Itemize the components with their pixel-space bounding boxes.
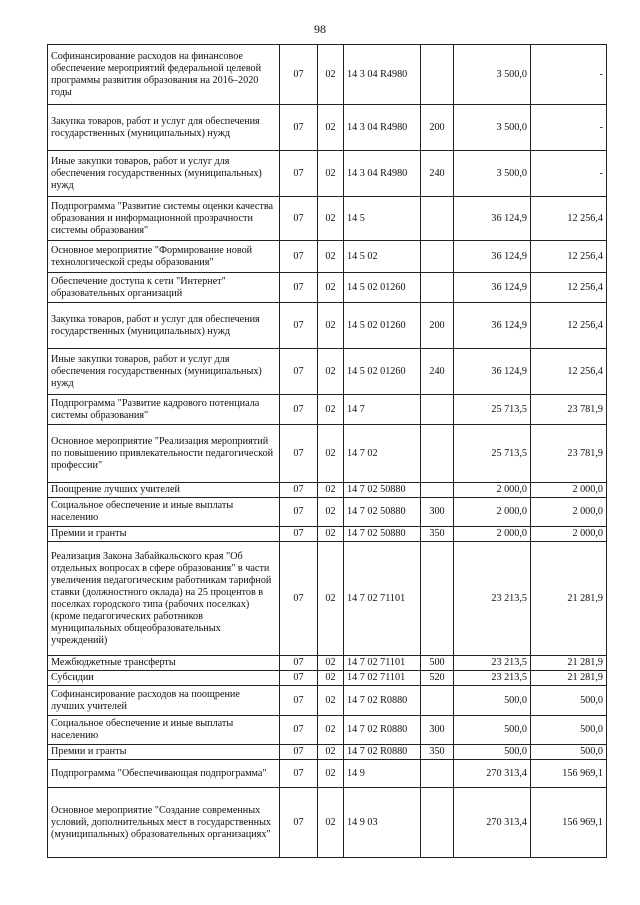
section-code-cell: 07 (280, 716, 318, 745)
amount-2-cell: 23 781,9 (531, 395, 607, 425)
amount-1-cell: 36 124,9 (454, 241, 531, 273)
target-article-cell: 14 7 02 71101 (344, 656, 421, 671)
subsection-code-cell: 02 (318, 395, 344, 425)
row-name-cell: Премии и гранты (48, 527, 280, 542)
section-code-cell: 07 (280, 542, 318, 656)
target-article-cell: 14 3 04 R4980 (344, 45, 421, 105)
section-code-cell: 07 (280, 745, 318, 760)
target-article-cell: 14 9 (344, 760, 421, 788)
row-name-cell: Межбюджетные трансферты (48, 656, 280, 671)
target-article-cell: 14 7 02 50880 (344, 483, 421, 498)
subsection-code-cell: 02 (318, 542, 344, 656)
row-name-cell: Основное мероприятие "Формирование новой технологической среды образования" (48, 241, 280, 273)
amount-2-cell: 21 281,9 (531, 656, 607, 671)
target-article-cell: 14 7 (344, 395, 421, 425)
subsection-code-cell: 02 (318, 498, 344, 527)
expense-type-cell: 240 (421, 349, 454, 395)
subsection-code-cell: 02 (318, 273, 344, 303)
target-article-cell: 14 5 (344, 197, 421, 241)
amount-2-cell: 12 256,4 (531, 349, 607, 395)
amount-1-cell: 23 213,5 (454, 671, 531, 686)
expense-type-cell: 350 (421, 745, 454, 760)
expense-type-cell: 350 (421, 527, 454, 542)
subsection-code-cell: 02 (318, 425, 344, 483)
amount-2-cell: 21 281,9 (531, 671, 607, 686)
expense-type-cell: 200 (421, 303, 454, 349)
section-code-cell: 07 (280, 760, 318, 788)
expense-type-cell (421, 788, 454, 858)
subsection-code-cell: 02 (318, 671, 344, 686)
amount-1-cell: 2 000,0 (454, 498, 531, 527)
amount-2-cell: - (531, 151, 607, 197)
section-code-cell: 07 (280, 656, 318, 671)
expense-type-cell (421, 45, 454, 105)
row-name-cell: Социальное обеспечение и иные выплаты населению (48, 716, 280, 745)
section-code-cell: 07 (280, 273, 318, 303)
subsection-code-cell: 02 (318, 303, 344, 349)
table-row (48, 745, 607, 760)
table-row (48, 349, 607, 395)
amount-2-cell: 2 000,0 (531, 483, 607, 498)
table-row (48, 527, 607, 542)
amount-2-cell: 12 256,4 (531, 273, 607, 303)
amount-1-cell: 36 124,9 (454, 303, 531, 349)
row-name-cell: Подпрограмма "Развитие системы оценки качества образования и информационной прозрачности системы образования" (48, 197, 280, 241)
target-article-cell: 14 7 02 R0880 (344, 686, 421, 716)
amount-2-cell: 156 969,1 (531, 760, 607, 788)
amount-1-cell: 500,0 (454, 716, 531, 745)
target-article-cell: 14 5 02 01260 (344, 303, 421, 349)
amount-2-cell: 500,0 (531, 745, 607, 760)
amount-1-cell: 36 124,9 (454, 273, 531, 303)
target-article-cell: 14 5 02 01260 (344, 349, 421, 395)
expense-type-cell (421, 425, 454, 483)
subsection-code-cell: 02 (318, 656, 344, 671)
amount-2-cell: - (531, 45, 607, 105)
expense-type-cell (421, 760, 454, 788)
subsection-code-cell: 02 (318, 760, 344, 788)
budget-table (47, 44, 607, 858)
row-name-cell: Субсидии (48, 671, 280, 686)
expense-type-cell: 240 (421, 151, 454, 197)
section-code-cell: 07 (280, 303, 318, 349)
table-row (48, 542, 607, 656)
expense-type-cell: 500 (421, 656, 454, 671)
amount-1-cell: 23 213,5 (454, 542, 531, 656)
subsection-code-cell: 02 (318, 745, 344, 760)
row-name-cell: Подпрограмма "Обеспечивающая подпрограмма" (48, 760, 280, 788)
amount-2-cell: 156 969,1 (531, 788, 607, 858)
table-row (48, 197, 607, 241)
subsection-code-cell: 02 (318, 527, 344, 542)
row-name-cell: Иные закупки товаров, работ и услуг для обеспечения государственных (муниципальных) нужд (48, 151, 280, 197)
subsection-code-cell: 02 (318, 686, 344, 716)
amount-1-cell: 270 313,4 (454, 788, 531, 858)
section-code-cell: 07 (280, 349, 318, 395)
amount-1-cell: 36 124,9 (454, 349, 531, 395)
expense-type-cell (421, 483, 454, 498)
table-row (48, 788, 607, 858)
table-row (48, 303, 607, 349)
row-name-cell: Социальное обеспечение и иные выплаты населению (48, 498, 280, 527)
table-row (48, 656, 607, 671)
row-name-cell: Основное мероприятие "Реализация мероприятий по повышению привлекательности педагогической профессии" (48, 425, 280, 483)
table-row (48, 671, 607, 686)
table-row (48, 273, 607, 303)
expense-type-cell (421, 241, 454, 273)
table-row (48, 483, 607, 498)
subsection-code-cell: 02 (318, 105, 344, 151)
subsection-code-cell: 02 (318, 45, 344, 105)
amount-1-cell: 3 500,0 (454, 45, 531, 105)
target-article-cell: 14 7 02 71101 (344, 671, 421, 686)
amount-2-cell: 2 000,0 (531, 527, 607, 542)
target-article-cell: 14 5 02 (344, 241, 421, 273)
table-row (48, 716, 607, 745)
amount-2-cell: 12 256,4 (531, 303, 607, 349)
target-article-cell: 14 3 04 R4980 (344, 105, 421, 151)
section-code-cell: 07 (280, 45, 318, 105)
amount-2-cell: 12 256,4 (531, 197, 607, 241)
row-name-cell: Основное мероприятие "Создание современных условий, дополнительных мест в государственных (муниципальных) образовательных организациях" (48, 788, 280, 858)
row-name-cell: Премии и гранты (48, 745, 280, 760)
section-code-cell: 07 (280, 151, 318, 197)
section-code-cell: 07 (280, 686, 318, 716)
amount-1-cell: 23 213,5 (454, 656, 531, 671)
table-row (48, 425, 607, 483)
target-article-cell: 14 7 02 50880 (344, 527, 421, 542)
section-code-cell: 07 (280, 483, 318, 498)
row-name-cell: Иные закупки товаров, работ и услуг для обеспечения государственных (муниципальных) нужд (48, 349, 280, 395)
target-article-cell: 14 7 02 50880 (344, 498, 421, 527)
section-code-cell: 07 (280, 788, 318, 858)
amount-1-cell: 25 713,5 (454, 425, 531, 483)
row-name-cell: Подпрограмма "Развитие кадрового потенциала системы образования" (48, 395, 280, 425)
table-row (48, 105, 607, 151)
amount-1-cell: 2 000,0 (454, 483, 531, 498)
expense-type-cell (421, 197, 454, 241)
section-code-cell: 07 (280, 671, 318, 686)
expense-type-cell: 300 (421, 716, 454, 745)
subsection-code-cell: 02 (318, 788, 344, 858)
subsection-code-cell: 02 (318, 241, 344, 273)
target-article-cell: 14 7 02 R0880 (344, 716, 421, 745)
target-article-cell: 14 7 02 (344, 425, 421, 483)
section-code-cell: 07 (280, 197, 318, 241)
target-article-cell: 14 7 02 71101 (344, 542, 421, 656)
subsection-code-cell: 02 (318, 151, 344, 197)
expense-type-cell (421, 686, 454, 716)
row-name-cell: Софинансирование расходов на финансовое обеспечение мероприятий федеральной целевой программы развития образования на 2016–2020 годы (48, 45, 280, 105)
amount-2-cell: 2 000,0 (531, 498, 607, 527)
table-row (48, 686, 607, 716)
target-article-cell: 14 3 04 R4980 (344, 151, 421, 197)
subsection-code-cell: 02 (318, 716, 344, 745)
subsection-code-cell: 02 (318, 483, 344, 498)
table-row (48, 498, 607, 527)
page-number: 98 (314, 22, 326, 36)
amount-2-cell: 500,0 (531, 686, 607, 716)
amount-1-cell: 3 500,0 (454, 151, 531, 197)
section-code-cell: 07 (280, 498, 318, 527)
section-code-cell: 07 (280, 105, 318, 151)
amount-2-cell: - (531, 105, 607, 151)
table-row (48, 151, 607, 197)
table-row (48, 45, 607, 105)
amount-1-cell: 2 000,0 (454, 527, 531, 542)
table-row (48, 241, 607, 273)
section-code-cell: 07 (280, 395, 318, 425)
target-article-cell: 14 5 02 01260 (344, 273, 421, 303)
target-article-cell: 14 9 03 (344, 788, 421, 858)
row-name-cell: Закупка товаров, работ и услуг для обеспечения государственных (муниципальных) нужд (48, 105, 280, 151)
amount-2-cell: 12 256,4 (531, 241, 607, 273)
row-name-cell: Закупка товаров, работ и услуг для обеспечения государственных (муниципальных) нужд (48, 303, 280, 349)
table-row (48, 395, 607, 425)
row-name-cell: Софинансирование расходов на поощрение лучших учителей (48, 686, 280, 716)
subsection-code-cell: 02 (318, 349, 344, 395)
amount-1-cell: 270 313,4 (454, 760, 531, 788)
subsection-code-cell: 02 (318, 197, 344, 241)
row-name-cell: Поощрение лучших учителей (48, 483, 280, 498)
amount-2-cell: 500,0 (531, 716, 607, 745)
target-article-cell: 14 7 02 R0880 (344, 745, 421, 760)
amount-2-cell: 21 281,9 (531, 542, 607, 656)
expense-type-cell (421, 395, 454, 425)
expense-type-cell (421, 273, 454, 303)
amount-1-cell: 500,0 (454, 686, 531, 716)
section-code-cell: 07 (280, 527, 318, 542)
expense-type-cell (421, 542, 454, 656)
amount-2-cell: 23 781,9 (531, 425, 607, 483)
table-row (48, 760, 607, 788)
row-name-cell: Обеспечение доступа к сети "Интернет" образовательных организаций (48, 273, 280, 303)
amount-1-cell: 500,0 (454, 745, 531, 760)
amount-1-cell: 3 500,0 (454, 105, 531, 151)
amount-1-cell: 25 713,5 (454, 395, 531, 425)
amount-1-cell: 36 124,9 (454, 197, 531, 241)
expense-type-cell: 520 (421, 671, 454, 686)
expense-type-cell: 200 (421, 105, 454, 151)
section-code-cell: 07 (280, 425, 318, 483)
row-name-cell: Реализация Закона Забайкальского края "Об отдельных вопросах в сфере образования" в части увеличения педагогическим работникам тарифной ставки (должностного оклада) на 25 процентов в поселках городского типа (рабочих поселках) (кроме педагогических работников муниципальных общеобразовательных учреждений) (48, 542, 280, 656)
section-code-cell: 07 (280, 241, 318, 273)
expense-type-cell: 300 (421, 498, 454, 527)
